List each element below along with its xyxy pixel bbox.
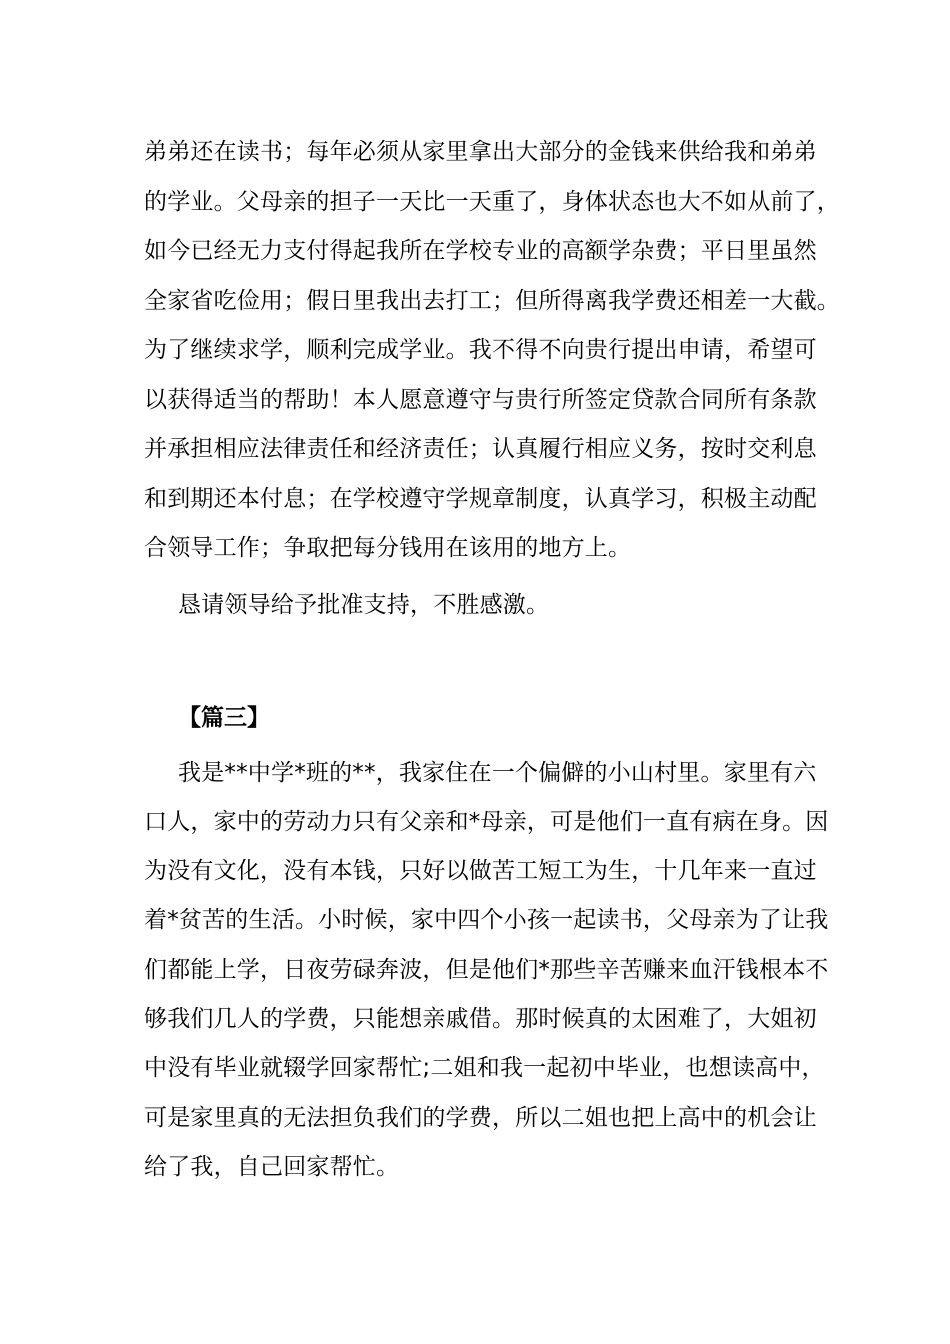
closing-line: 恳请领导给予批准支持，不胜感激。	[178, 592, 550, 618]
paragraph-line: 口人，家中的劳动力只有父亲和*母亲，可是他们一直有病在身。因	[144, 809, 829, 835]
paragraph-line: 中没有毕业就辍学回家帮忙;二姐和我一起初中毕业，也想读高中，	[144, 1055, 825, 1081]
paragraph-line: 以获得适当的帮助！本人愿意遵守与贵行所签定贷款合同所有条款	[144, 387, 817, 413]
paragraph-line: 弟弟还在读书；每年必须从家里拿出大部分的金钱来供给我和弟弟	[144, 139, 817, 165]
paragraph-line: 全家省吃俭用；假日里我出去打工；但所得离我学费还相差一大截。	[144, 288, 840, 314]
paragraph-line: 如今已经无力支付得起我所在学校专业的高额学杂费；平日里虽然	[144, 238, 817, 264]
paragraph-line: 给了我，自己回家帮忙。	[144, 1154, 400, 1180]
paragraph-line: 我是**中学*班的**，我家住在一个偏僻的小山村里。家里有六	[178, 760, 817, 786]
paragraph-line: 着*贫苦的生活。小时候，家中四个小孩一起读书，父母亲为了让我	[144, 907, 829, 933]
paragraph-line: 为了继续求学，顺利完成学业。我不得不向贵行提出申请，希望可	[144, 337, 817, 363]
paragraph-line: 们都能上学，日夜劳碌奔波，但是他们*那些辛苦赚来血汗钱根本不	[144, 957, 829, 983]
paragraph-line: 够我们几人的学费，只能想亲戚借。那时候真的太困难了，大姐初	[144, 1006, 817, 1032]
paragraph-line: 和到期还本付息；在学校遵守学规章制度，认真学习，积极主动配	[144, 486, 817, 512]
paragraph-line: 可是家里真的无法担负我们的学费，所以二姐也把上高中的机会让	[144, 1105, 817, 1131]
paragraph-line: 的学业。父母亲的担子一天比一天重了，身体状态也大不如从前了，	[144, 189, 840, 215]
paragraph-line: 并承担相应法律责任和经济责任；认真履行相应义务，按时交利息	[144, 436, 817, 462]
paragraph-line: 合领导工作；争取把每分钱用在该用的地方上。	[144, 535, 632, 561]
section-heading: 【篇三】	[178, 705, 270, 731]
paragraph-line: 为没有文化，没有本钱，只好以做苦工短工为生，十几年来一直过	[144, 858, 817, 884]
